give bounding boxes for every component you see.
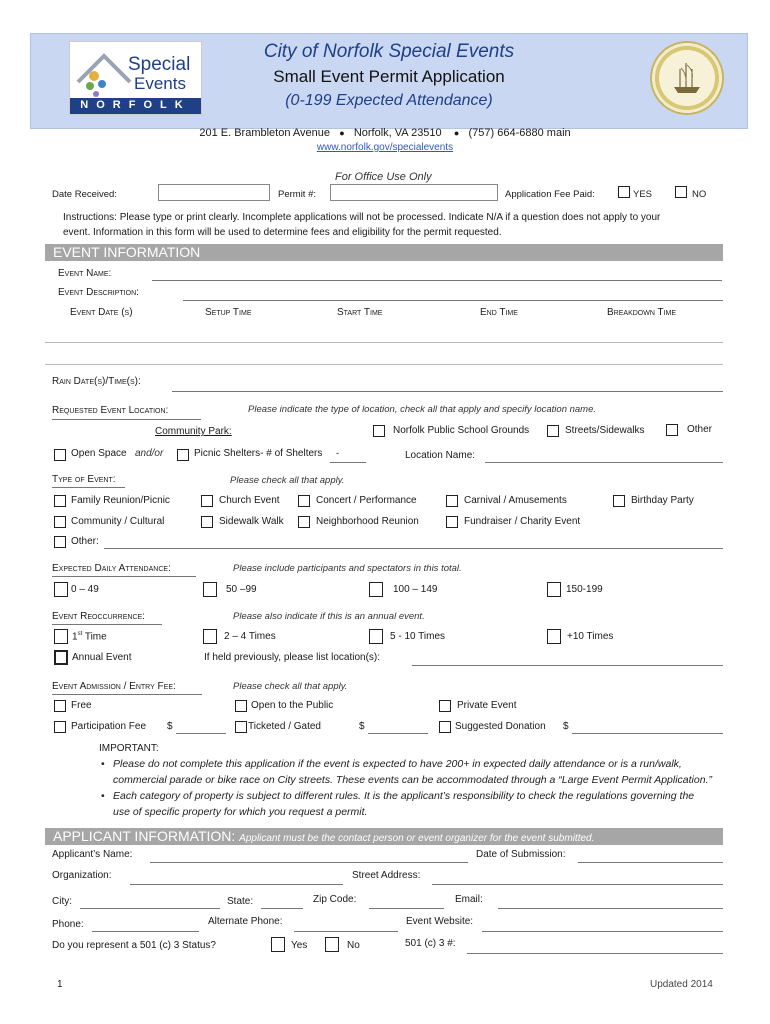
open-space-label: [71, 448, 163, 459]
event-date-row-1[interactable]: [45, 342, 723, 343]
reoccurrence-10-plus-checkbox[interactable]: [547, 629, 561, 644]
type-family-reunion-checkbox[interactable]: [54, 495, 66, 507]
note-1-line-1: Please do not complete this application if the event is expected to have 200+ in expected daily attendance or is a run/walk,: [113, 758, 682, 770]
first-suffix: st: [77, 631, 83, 637]
admission-free-checkbox[interactable]: [54, 700, 66, 712]
reoccurrence-5-10-checkbox[interactable]: [369, 629, 383, 644]
reoccurrence-label-underline: [52, 624, 162, 625]
ticketed-checkbox[interactable]: [235, 721, 247, 733]
first-rest: Time: [82, 631, 107, 643]
date-received-field[interactable]: [158, 184, 270, 201]
email-label: Email:: [455, 894, 483, 905]
type-sidewalk-walk-label: Sidewalk Walk: [219, 516, 284, 527]
reoccurrence-2-4-checkbox[interactable]: [203, 629, 217, 644]
admission-label: Event Admission / Entry Fee:: [52, 681, 176, 692]
reoccurrence-hint: Please also indicate if this is an annual event.: [233, 611, 425, 622]
admission-hint: Please check all that apply.: [233, 681, 348, 692]
applicant-info-heading-wrap: [53, 828, 594, 847]
shelter-count-field[interactable]: [330, 462, 366, 463]
note-2-line-1: Each category of property is subject to different rules. It is the applicant’s responsibility to check the regulations governing the: [113, 790, 695, 802]
streets-sidewalks-checkbox[interactable]: [547, 425, 559, 437]
separator: ●: [453, 128, 460, 138]
start-time-column: Start Time: [337, 307, 383, 318]
office-use-heading: For Office Use Only: [335, 171, 432, 183]
type-other-field[interactable]: [104, 548, 723, 549]
ticketed-fee-field[interactable]: [368, 733, 428, 734]
city-label: City:: [52, 896, 72, 907]
event-name-field[interactable]: [152, 280, 722, 281]
first-number: 1: [72, 631, 78, 643]
important-note-2: [99, 788, 739, 820]
permit-number-field[interactable]: [330, 184, 498, 201]
event-description-label: Event Description:: [58, 287, 139, 298]
page-number: 1: [57, 979, 63, 990]
type-family-reunion-label: Family Reunion/Picnic: [71, 495, 170, 506]
instructions-label: Instructions:: [63, 212, 117, 223]
location-label-underline: [52, 419, 201, 420]
date-submission-field[interactable]: [578, 862, 723, 863]
attendance-hint: Please include participants and spectators in this total.: [233, 563, 462, 574]
nonprofit-question: Do you represent a 501 (c) 3 Status?: [52, 940, 216, 951]
logo-word-special: Special: [128, 54, 191, 75]
attendance-0-49-label: 0 – 49: [71, 584, 99, 595]
nonprofit-yes-checkbox[interactable]: [271, 937, 285, 952]
type-fundraiser-label: Fundraiser / Charity Event: [464, 516, 581, 527]
attendance-0-49-checkbox[interactable]: [54, 582, 68, 597]
type-fundraiser-checkbox[interactable]: [446, 516, 458, 528]
annual-event-checkbox[interactable]: [54, 650, 68, 665]
type-birthday-checkbox[interactable]: [613, 495, 625, 507]
alt-phone-label: Alternate Phone:: [208, 916, 283, 927]
picnic-shelters-label: Picnic Shelters- # of Shelters: [194, 448, 323, 459]
open-space-checkbox[interactable]: [54, 449, 66, 461]
location-name-field[interactable]: [485, 462, 723, 463]
alt-phone-field[interactable]: [294, 931, 398, 932]
reoccurrence-first-time-label: [72, 631, 107, 642]
type-neighborhood-reunion-label: Neighborhood Reunion: [316, 516, 419, 527]
fee-paid-yes-label: YES: [633, 189, 653, 200]
admission-private-checkbox[interactable]: [439, 700, 451, 712]
nonprofit-number-label: 501 (c) 3 #:: [405, 938, 456, 949]
location-hint: Please indicate the type of location, check all that apply and specify location name.: [248, 404, 597, 415]
type-birthday-label: Birthday Party: [631, 495, 694, 506]
suggested-donation-field[interactable]: [572, 733, 723, 734]
event-date-row-2[interactable]: [45, 364, 723, 365]
location-name-label: Location Name:: [405, 450, 476, 461]
city-seal-icon: [650, 41, 724, 115]
applicant-info-heading: APPLICANT INFORMATION:: [53, 828, 236, 844]
permit-number-label: Permit #:: [278, 189, 317, 200]
note-2-line-2: use of specific property for which you request a permit.: [113, 806, 368, 818]
important-heading: IMPORTANT:: [99, 743, 159, 754]
participation-fee-dollar: $: [167, 721, 173, 732]
fee-paid-label: Application Fee Paid:: [505, 189, 595, 200]
office-phone: (757) 664-6880 main: [468, 127, 571, 139]
important-note-1: [99, 756, 739, 788]
type-carnival-checkbox[interactable]: [446, 495, 458, 507]
applicant-info-section-bar: [45, 828, 723, 845]
suggested-donation-checkbox[interactable]: [439, 721, 451, 733]
date-submission-label: Date of Submission:: [476, 849, 566, 860]
event-type-label: Type of Event:: [52, 474, 116, 485]
type-concert-checkbox[interactable]: [298, 495, 310, 507]
email-field[interactable]: [498, 908, 723, 909]
separator: ●: [339, 128, 345, 138]
nonprofit-no-checkbox[interactable]: [325, 937, 339, 952]
type-church-event-label: Church Event: [219, 495, 280, 506]
logo-city: NORFOLK: [80, 99, 191, 111]
attendance-range: (0-199 Expected Attendance): [285, 92, 493, 109]
event-website-field[interactable]: [482, 931, 723, 932]
organization-label: Organization:: [52, 870, 112, 881]
and-or-text: and/or: [134, 448, 164, 459]
phone-field[interactable]: [92, 931, 199, 932]
community-park-label: Community Park:: [155, 426, 232, 437]
attendance-label-underline: [52, 576, 196, 577]
participation-fee-field[interactable]: [176, 733, 226, 734]
applicant-info-note: Applicant must be the contact person or event organizer for the event submitted.: [239, 833, 595, 844]
street-address-label: Street Address:: [352, 870, 421, 881]
fee-paid-no-checkbox[interactable]: [675, 186, 687, 198]
fee-paid-yes-checkbox[interactable]: [618, 186, 630, 198]
attendance-150-199-label: 150-199: [566, 584, 603, 595]
type-sidewalk-walk-checkbox[interactable]: [201, 516, 213, 528]
street-address-field[interactable]: [432, 884, 723, 885]
important-notes: [99, 756, 739, 820]
instructions-line1: Please type or print clearly. Incomplete applications will not be processed. Indicate N/A if a question does not apply to your: [119, 212, 661, 223]
annual-event-label: Annual Event: [72, 652, 132, 663]
event-info-heading: EVENT INFORMATION: [53, 244, 201, 260]
instructions-line2: event. Information in this form will be used to determine fees and eligibility for the permit requested.: [63, 227, 502, 238]
shelter-count-dash: -: [336, 448, 340, 459]
fee-paid-no-label: NO: [692, 189, 707, 200]
website-link[interactable]: www.norfolk.gov/specialevents: [316, 142, 454, 153]
admission-free-label: Free: [71, 700, 92, 711]
suggested-donation-label: Suggested Donation: [455, 721, 546, 732]
updated-date: Updated 2014: [650, 979, 713, 990]
admission-label-underline: [52, 694, 202, 695]
type-other-label: Other:: [71, 536, 99, 547]
admission-private-label: Private Event: [457, 700, 517, 711]
nonprofit-number-field[interactable]: [467, 953, 723, 954]
event-name-label: Event Name:: [58, 268, 112, 279]
held-previously-label: If held previously, please list location(s):: [204, 652, 381, 663]
type-other-checkbox[interactable]: [54, 536, 66, 548]
applicant-name-field[interactable]: [150, 862, 468, 863]
event-description-field[interactable]: [183, 300, 723, 301]
attendance-label: Expected Daily Attendance:: [52, 563, 171, 574]
state-field[interactable]: [261, 908, 303, 909]
type-church-event-checkbox[interactable]: [201, 495, 213, 507]
rain-date-field[interactable]: [172, 391, 723, 392]
attendance-150-199-checkbox[interactable]: [547, 582, 561, 597]
location-other-checkbox[interactable]: [666, 424, 678, 436]
open-space-text: Open Space: [71, 448, 127, 459]
applicant-name-label: Applicant’s Name:: [52, 849, 133, 860]
location-label: Requested Event Location:: [52, 405, 169, 416]
participation-fee-checkbox[interactable]: [54, 721, 66, 733]
event-type-hint: Please check all that apply.: [230, 475, 345, 486]
breakdown-time-column: Breakdown Time: [607, 307, 677, 318]
zip-label: Zip Code:: [313, 894, 357, 905]
end-time-column: End Time: [480, 307, 518, 318]
setup-time-column: Setup Time: [205, 307, 252, 318]
page-title: City of Norfolk Special Events: [263, 41, 515, 62]
reoccurrence-10-plus-label: +10 Times: [567, 631, 614, 642]
event-type-label-underline: [52, 487, 125, 488]
phone-label: Phone:: [52, 919, 84, 930]
event-website-label: Event Website:: [406, 916, 474, 927]
attendance-50-99-label: 50 –99: [226, 584, 257, 595]
type-community-checkbox[interactable]: [54, 516, 66, 528]
nonprofit-no-label: No: [347, 940, 360, 951]
header-banner: [30, 33, 748, 129]
school-grounds-label: Norfolk Public School Grounds: [393, 425, 530, 436]
streets-sidewalks-label: Streets/Sidewalks: [565, 425, 645, 436]
location-other-label: Other: [687, 424, 713, 435]
reoccurrence-first-time-checkbox[interactable]: [54, 629, 68, 644]
office-address: 201 E. Brambleton Avenue: [199, 127, 331, 139]
admission-open-public-label: Open to the Public: [251, 700, 334, 711]
suggested-donation-dollar: $: [563, 721, 569, 732]
event-date-column: Event Date (s): [70, 307, 133, 318]
type-carnival-label: Carnival / Amusements: [464, 495, 567, 506]
zip-field[interactable]: [369, 908, 444, 909]
event-info-section-bar: [45, 244, 723, 261]
type-community-label: Community / Cultural: [71, 516, 165, 527]
state-label: State:: [227, 896, 254, 907]
school-grounds-checkbox[interactable]: [373, 425, 385, 437]
rain-date-label: Rain Date(s)/Time(s):: [52, 376, 141, 387]
attendance-100-149-checkbox[interactable]: [369, 582, 383, 597]
participation-fee-label: Participation Fee: [71, 721, 147, 732]
reoccurrence-2-4-label: 2 – 4 Times: [224, 631, 276, 642]
office-city: Norfolk, VA 23510: [353, 127, 442, 139]
organization-field[interactable]: [130, 884, 343, 885]
nonprofit-yes-label: Yes: [291, 940, 308, 951]
city-field[interactable]: [80, 908, 220, 909]
attendance-100-149-label: 100 – 149: [393, 584, 438, 595]
previous-locations-field[interactable]: [412, 665, 723, 666]
instructions: [63, 210, 743, 240]
date-received-label: Date Received:: [52, 189, 117, 200]
type-concert-label: Concert / Performance: [316, 495, 417, 506]
logo-word-events: Events: [134, 74, 186, 93]
picnic-shelters-checkbox[interactable]: [177, 449, 189, 461]
admission-open-public-checkbox[interactable]: [235, 700, 247, 712]
ticketed-dollar: $: [359, 721, 365, 732]
contact-line: [0, 127, 770, 139]
form-subtitle: Small Event Permit Application: [273, 67, 505, 86]
attendance-50-99-checkbox[interactable]: [203, 582, 217, 597]
note-1-line-2: commercial parade or bike race on City streets. These events can be accommodated through a “Large Event Permit Application.”: [113, 774, 712, 786]
reoccurrence-label: Event Reoccurrence:: [52, 611, 145, 622]
ticketed-label: Ticketed / Gated: [248, 721, 321, 732]
reoccurrence-5-10-label: 5 - 10 Times: [390, 631, 446, 642]
type-neighborhood-reunion-checkbox[interactable]: [298, 516, 310, 528]
